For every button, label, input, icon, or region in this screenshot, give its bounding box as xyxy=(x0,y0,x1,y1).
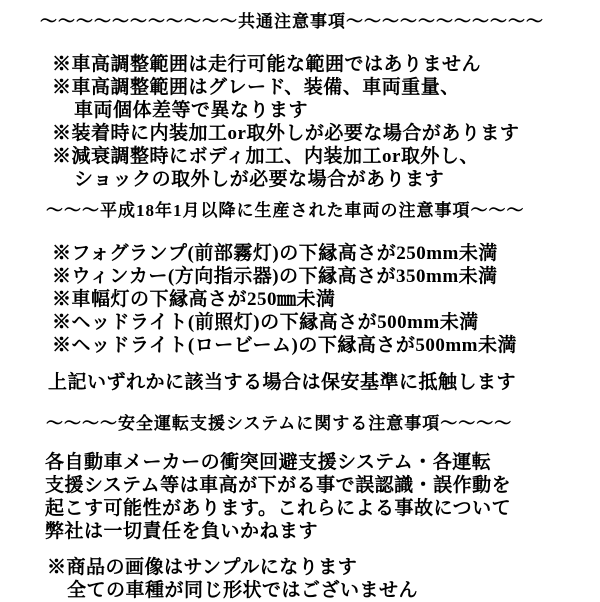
assist-paragraph-line: 起こす可能性があります。これらによる事故について xyxy=(45,498,512,519)
heisei-note-lowbeam: ※ヘッドライト(ロービーム)の下縁高さが500mm未満 xyxy=(52,335,517,356)
heisei-note-headlight: ※ヘッドライト(前照灯)の下縁高さが500mm未満 xyxy=(52,312,479,333)
common-note-damping-work: ※減衰調整時にボディ加工、内装加工or取外し、 xyxy=(52,146,479,167)
safety-standard-conclusion: 上記いずれかに該当する場合は保安基準に抵触します xyxy=(48,372,517,393)
common-note-grade-equipment: ※車高調整範囲はグレード、装備、車両重量、 xyxy=(52,77,460,98)
heisei-note-turnsignal: ※ウィンカー(方向指示器)の下縁高さが350mm未満 xyxy=(52,266,498,287)
sample-image-note-cont: 全ての車種が同じ形状ではございません xyxy=(67,580,419,601)
assist-paragraph-line: 支援システム等は車高が下がる事で誤認識・誤作動を xyxy=(45,475,512,496)
assist-paragraph-line: 各自動車メーカーの衝突回避支援システム・各運転 xyxy=(45,452,492,473)
common-note-damping-cont: ショックの取外しが必要な場合があります xyxy=(74,169,445,190)
heading-driver-assist-systems: ～～～～安全運転支援システムに関する注意事項～～～～ xyxy=(46,414,513,433)
heading-common-notes: ～～～～～～～～～～～共通注意事項～～～～～～～～～～～ xyxy=(40,12,544,31)
heisei-note-foglamp: ※フォグランプ(前部霧灯)の下縁高さが250mm未満 xyxy=(52,243,498,264)
common-note-adjust-range: ※車高調整範囲は走行可能な範囲ではありません xyxy=(52,54,482,75)
heisei-note-widthlamp: ※車幅灯の下縁高さが250㎜未満 xyxy=(52,289,336,310)
assist-paragraph-line: 弊社は一切責任を負いかねます xyxy=(45,521,319,542)
driver-assist-paragraph xyxy=(0,451,600,543)
heisei-notes-section xyxy=(0,242,600,357)
heading-heisei18-vehicles: ～～～平成18年1月以降に生産された車両の注意事項～～～ xyxy=(46,201,525,220)
sample-image-note: ※商品の画像はサンプルになります xyxy=(47,557,358,578)
common-note-grade-cont: 車両個体差等で異なります xyxy=(74,100,309,121)
common-note-interior-work: ※装着時に内装加工or取外しが必要な場合があります xyxy=(52,123,520,144)
sample-image-note-section xyxy=(0,556,600,602)
common-notes-section xyxy=(0,53,600,191)
